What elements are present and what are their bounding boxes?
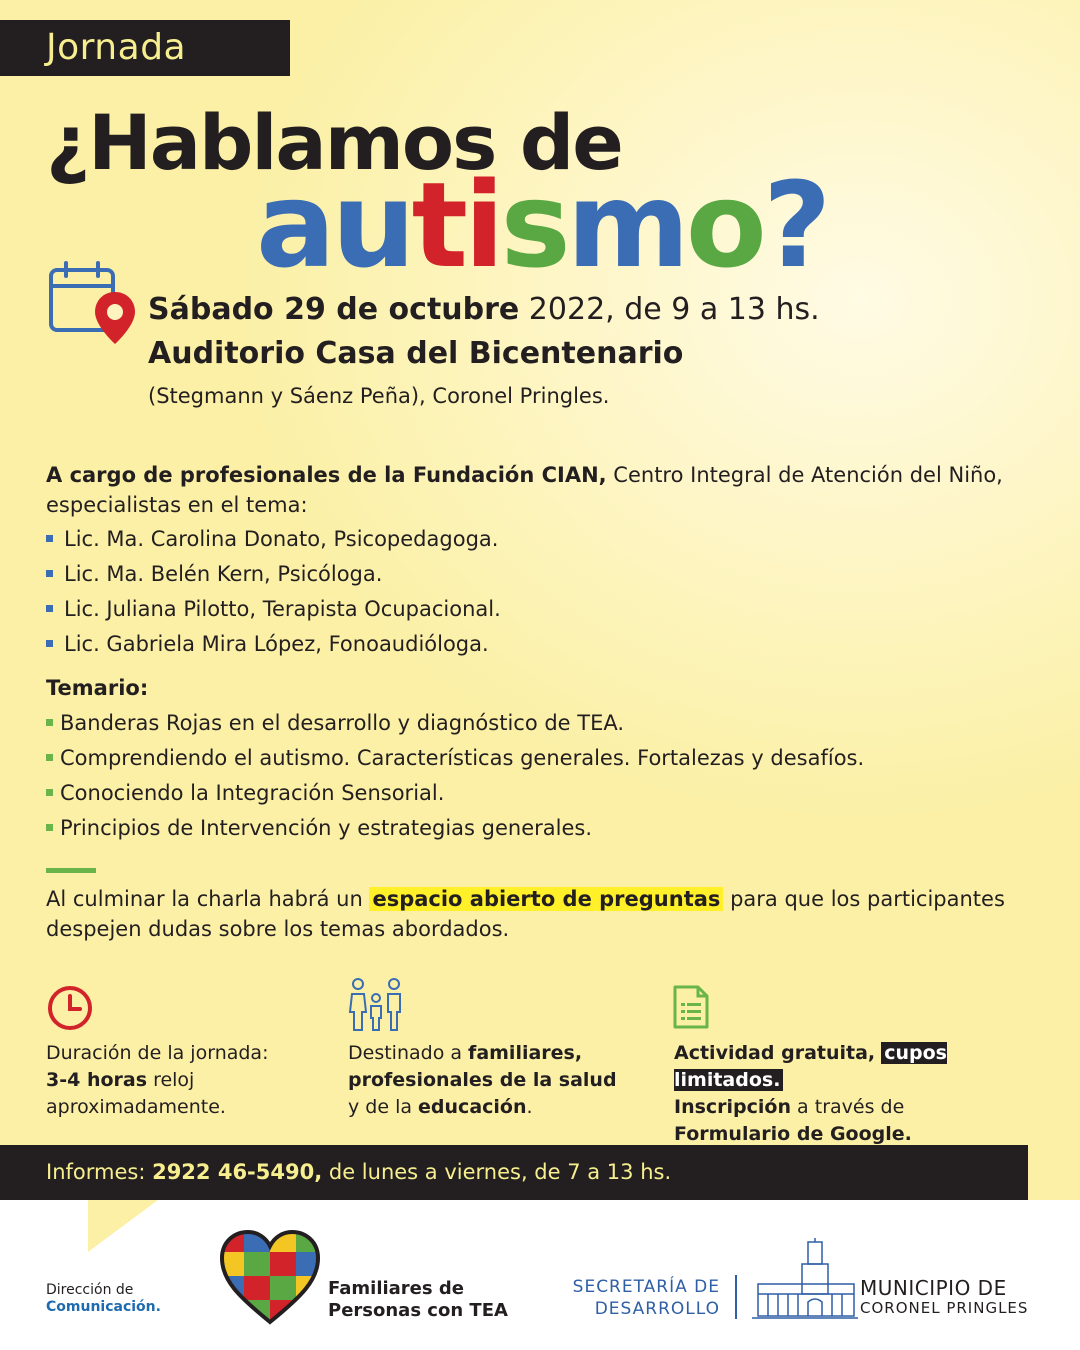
jornada-tag: Jornada [0, 20, 290, 76]
form-document-icon [672, 984, 710, 1030]
title-line-2 [256, 156, 828, 294]
bullet [46, 824, 53, 831]
bullet [46, 640, 53, 647]
event-venue: Auditorio Casa del Bicentenario [148, 336, 684, 371]
divider [46, 868, 96, 873]
puzzle-heart-icon [218, 1228, 322, 1326]
family-icon [348, 976, 404, 1032]
title-letter: m [566, 156, 686, 294]
municipal-building-icon [752, 1238, 858, 1322]
title-letter: i [464, 156, 501, 294]
highlight: cupos limitados. [674, 1042, 947, 1091]
title-letter: o [685, 156, 763, 294]
list-item: Principios de Intervención y estrategias generales. [46, 811, 864, 846]
highlight: espacio abierto de preguntas [369, 887, 723, 911]
title-letter: s [500, 156, 567, 294]
info-bar: Informes: 2922 46-5490, de lunes a viernes, de 7 a 13 hs. [0, 1145, 1028, 1200]
event-date: Sábado 29 de octubre 2022, de 9 a 13 hs. [148, 292, 820, 327]
familiares-tea-logo: Familiares de Personas con TEA [328, 1278, 508, 1321]
list-item: Comprendiendo el autismo. Características generales. Fortalezas y desafíos. [46, 741, 864, 776]
bullet [46, 535, 53, 542]
event-address: (Stegmann y Sáenz Peña), Coronel Pringles. [148, 384, 610, 408]
list-item: Lic. Juliana Pilotto, Terapista Ocupacional. [46, 592, 501, 627]
location-pin-icon [92, 290, 138, 346]
team-list [46, 522, 501, 662]
title-letter: t [411, 156, 465, 294]
municipio-logo: MUNICIPIO DE CORONEL PRINGLES [860, 1276, 1029, 1317]
bullet [46, 570, 53, 577]
title-line-1: ¿Hablamos de [46, 98, 622, 187]
secretaria-logo: SECRETARÍA DE DESARROLLO [572, 1277, 720, 1319]
divider [735, 1275, 737, 1319]
direccion-logo: Dirección de Comunicación. [46, 1282, 161, 1315]
decorative-shape [88, 1200, 158, 1252]
clock-icon [46, 984, 94, 1032]
title-letter: ? [762, 156, 828, 294]
closing-text: Al culminar la charla habrá un espacio abierto de preguntas para que los participantes despejen dudas sobre los temas abordados. [46, 887, 1005, 941]
title-letter: a [256, 156, 332, 294]
list-item: Banderas Rojas en el desarrollo y diagnóstico de TEA. [46, 706, 864, 741]
list-item: Lic. Gabriela Mira López, Fonoaudióloga. [46, 627, 501, 662]
list-item: Lic. Ma. Belén Kern, Psicóloga. [46, 557, 501, 592]
title-letter: u [331, 156, 412, 294]
audience-info: Destinado a familiares, profesionales de la salud y de la educación. [348, 1042, 617, 1118]
duration-info: Duración de la jornada: 3-4 horas reloj aproximadamente. [46, 1042, 269, 1118]
bullet [46, 789, 53, 796]
list-item: Conociendo la Integración Sensorial. [46, 776, 864, 811]
temario-heading: Temario: [46, 676, 149, 700]
bullet [46, 719, 53, 726]
bullet [46, 605, 53, 612]
temario-list [46, 706, 864, 846]
logo-strip [0, 1200, 1080, 1350]
bullet [46, 754, 53, 761]
intro-text: A cargo de profesionales de la Fundación CIAN, Centro Integral de Atención del Niño, especialistas en el tema: [46, 463, 1003, 517]
list-item: Lic. Ma. Carolina Donato, Psicopedagoga. [46, 522, 501, 557]
signup-info: Actividad gratuita, cupos limitados. Inscripción a través de Formulario de Google. [674, 1042, 947, 1145]
